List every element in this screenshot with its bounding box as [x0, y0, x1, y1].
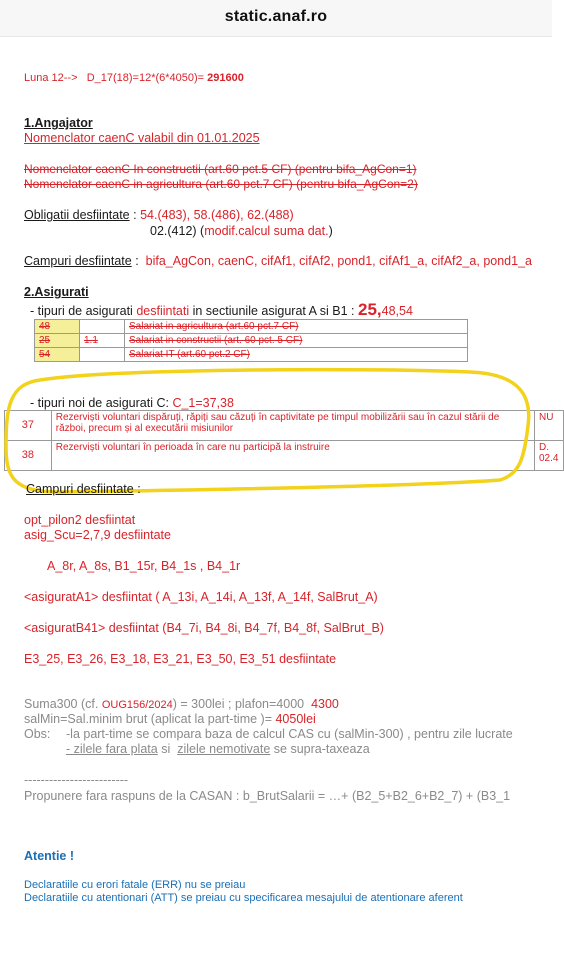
- nomenclator-valid: Nomenclator caenC valabil din 01.01.2025: [24, 131, 260, 145]
- obligatii-values: 54.(483), 58.(486), 62.(488): [140, 208, 294, 222]
- salmin-red: 4050lei: [275, 712, 316, 726]
- e3-fields: E3_25, E3_26, E3_18, E3_21, E3_50, E3_51 desfiintate: [24, 652, 337, 666]
- browser-address-bar[interactable]: [0, 0, 552, 37]
- table-row: [35, 320, 468, 334]
- err-line: Declaratiile cu erori fatale (ERR) nu se preiau: [24, 879, 246, 891]
- suma-red: 4300: [311, 697, 339, 711]
- table-row: [5, 441, 564, 471]
- campuri2-line: [26, 482, 141, 497]
- table-row: [35, 334, 468, 348]
- luna-value: 291600: [207, 72, 244, 84]
- desc-cell: Rezerviști voluntari în perioada în care nu participă la instruire: [51, 441, 534, 471]
- campuri-line: [24, 254, 532, 269]
- luna-line: [24, 71, 244, 86]
- salmin-line: [24, 712, 316, 727]
- tipuri-c-red: C_1=37,38: [172, 396, 234, 410]
- suma-prefix: Suma300 (cf.: [24, 697, 99, 711]
- atentie-title: Atentie !: [24, 849, 74, 863]
- campuri-label: Campuri desfiintate: [24, 254, 132, 268]
- extra-cell: NU: [534, 411, 563, 441]
- tipuri-c-line: [30, 396, 234, 411]
- code-cell: 48: [35, 320, 80, 334]
- obs-line2: [66, 742, 370, 757]
- suma-oug: OUG156/2024: [101, 699, 173, 711]
- luna-prefix: Luna 12-->: [24, 72, 78, 84]
- desc-cell: Salariat in agricultura (art.60 pct.7 CF): [125, 320, 468, 334]
- campuri2-label: Campuri desfiintate: [26, 482, 134, 496]
- nomenclator-agricultura: Nomenclator caenC in agricultura (art.60 pct.7 CF) (pentru bifa_AgCon=2): [24, 177, 418, 191]
- obs-line2-a: - zilele fara plata: [66, 742, 158, 756]
- tipuri-a-red: desfiintati: [136, 304, 190, 318]
- table-asigurati-c: [4, 410, 564, 471]
- tipuri-a-prefix: - tipuri de asigurati: [30, 304, 133, 318]
- code-cell: 25: [35, 334, 80, 348]
- obs-line1: -la part-time se compara baza de calcul CAS cu (salMin-300) , pentru zile lucrate: [66, 727, 513, 741]
- asig-scu: asig_Scu=2,7,9 desfiintate: [24, 528, 171, 542]
- sub-cell: 1.1: [80, 334, 125, 348]
- code-cell: 54: [35, 348, 80, 362]
- suma-mid: ) = 300lei ; plafon=4000: [172, 697, 305, 711]
- code-cell: 37: [5, 411, 52, 441]
- angajator-title: 1.Angajator: [24, 116, 93, 130]
- fields-ab: A_8r, A_8s, B1_15r, B4_1s , B4_1r: [47, 559, 241, 573]
- tipuri-a-line: [30, 302, 413, 319]
- opt-pilon: opt_pilon2 desfiintat: [24, 513, 136, 527]
- obligatii-label: Obligatii desfiintate: [24, 208, 130, 222]
- document-page: [0, 36, 559, 956]
- campuri2-colon: :: [137, 482, 141, 496]
- tipuri-a-mid: in sectiunile asigurat A si B1 :: [192, 304, 355, 318]
- sub-cell: [80, 348, 125, 362]
- suma-line: [24, 697, 339, 713]
- extra-cell: D. 02.4: [534, 441, 563, 471]
- campuri-values: bifa_AgCon, caenC, cifAf1, cifAf2, pond1, cifAf1_a, cifAf2_a, pond1_a: [145, 254, 532, 268]
- obs-label: Obs:: [24, 727, 51, 741]
- table-row: [5, 411, 564, 441]
- obligatii-line2-red: modif.calcul suma dat.: [204, 224, 329, 238]
- nomenclator-constructii: Nomenclator caenC In constructii (art.60 pct.5 CF) (pentru bifa_AgCon=1): [24, 162, 417, 176]
- url-text: static.anaf.ro: [224, 8, 328, 25]
- obs-line2-b: si: [161, 742, 171, 756]
- tipuri-c-prefix: - tipuri noi de asigurati C:: [30, 396, 169, 410]
- propunere-line: Propunere fara raspuns de la CASAN : b_BrutSalarii = …+ (B2_5+B2_6+B2_7) + (B3_1: [24, 789, 511, 803]
- code-cell: 38: [5, 441, 52, 471]
- asig-b41: <asiguratB41> desfiintat (B4_7i, B4_8i, B4_7f, B4_8f, SalBrut_B): [24, 621, 384, 635]
- desc-cell: Salariat IT (art.60 pct.2 CF): [125, 348, 468, 362]
- desc-cell: Rezerviști voluntari dispăruți, răpiți sau căzuți în captivitate pe timpul mobilizării sau în cazul stării de război, precum și al executării misiunilor: [51, 411, 534, 441]
- luna-formula: D_17(18)=12*(6*4050)=: [86, 72, 205, 84]
- att-line: Declaratiile cu atentionari (ATT) se preiau cu specificarea mesajului de atentionare aferent: [24, 892, 463, 904]
- obligatii-line2-prefix: 02.(412) (: [150, 224, 205, 238]
- sub-cell: [80, 320, 125, 334]
- asig-a1: <asiguratA1> desfiintat ( A_13i, A_14i, A_13f, A_14f, SalBrut_A): [24, 590, 378, 604]
- salmin-prefix: salMin=Sal.minim brut (aplicat la part-time )=: [24, 712, 272, 726]
- desc-cell: Salariat in constructii (art. 60 pct. 5 CF): [125, 334, 468, 348]
- table-asigurati-a: [34, 319, 468, 362]
- tipuri-a-rest: 48,54: [381, 304, 413, 318]
- obs-line2-d: se supra-taxeaza: [273, 742, 370, 756]
- obligatii-line2: [150, 224, 333, 239]
- obligatii-line: [24, 208, 294, 223]
- tipuri-a-big: 25,: [358, 300, 382, 319]
- obligatii-line2-suffix: ): [328, 224, 333, 238]
- asigurati-title: 2.Asigurati: [24, 285, 89, 299]
- dashes-divider: -------------------------: [24, 773, 129, 787]
- obs-line2-c: zilele nemotivate: [177, 742, 271, 756]
- campuri-colon: :: [135, 254, 139, 268]
- obligatii-colon: :: [133, 208, 137, 222]
- table-row: [35, 348, 468, 362]
